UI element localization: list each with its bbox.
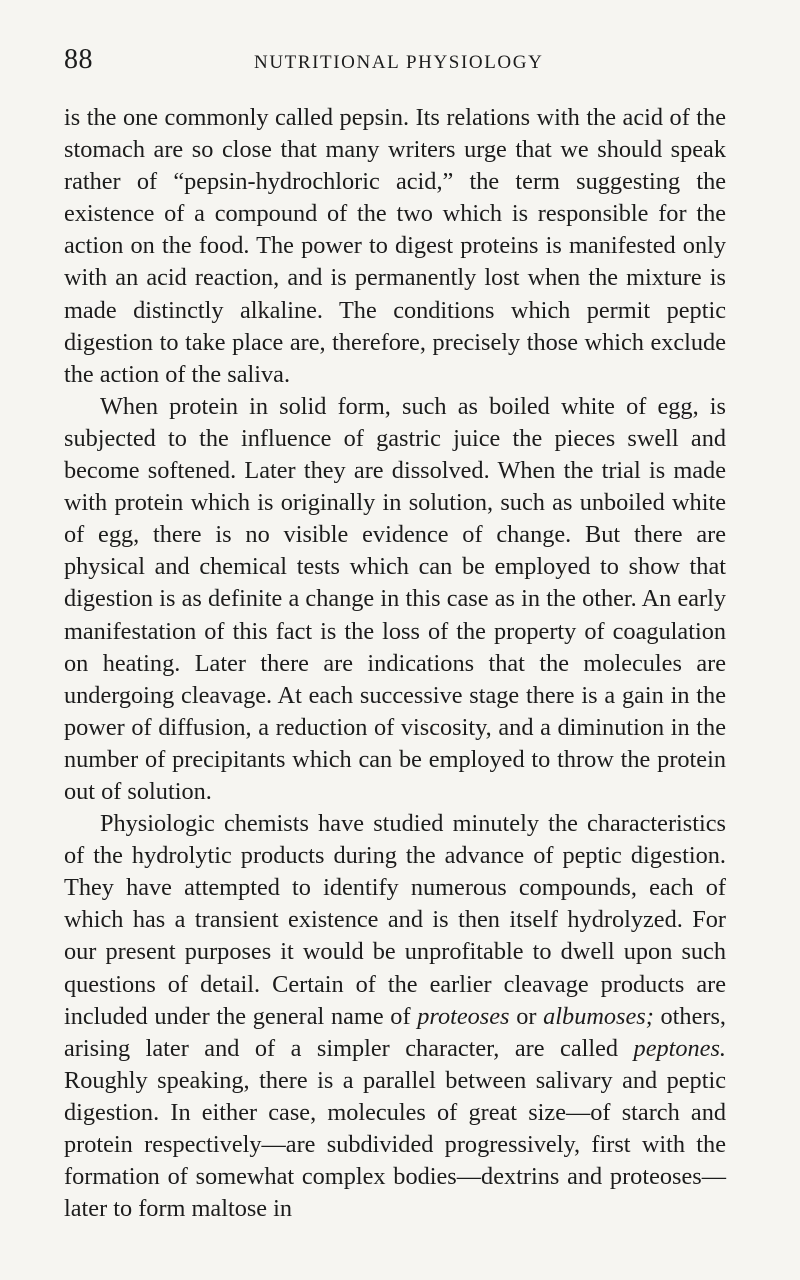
paragraph-continuation — [64, 102, 726, 391]
text-run: Roughly speaking, there is a parallel between salivary and peptic digestion. In either case, molecules of great size—of starch and protein respectively—are subdivided progressively, first with the formation of somewhat complex bodies—dextrins and proteoses—later to form maltose in — [64, 1066, 726, 1223]
text-run: When protein in solid form, such as boiled white of egg, is subjected to the influence of gastric juice the pieces swell and become softened. Later they are dissolved. When the trial is made with protein which is originally in solution, such as unboiled white of egg, there is no visible evidence of change. But there are physical and chemical tests which can be employed to show that digestion is as definite a change in this case as in the other. An early manifestation of this fact is the loss of the property of coagulation on heating. Later there are indications that the molecules are undergoing cleavage. At each successive stage there is a gain in the power of diffusion, a reduction of viscosity, and a diminution in the number of precipitants which can be employed to throw the protein out of solution. — [64, 392, 726, 805]
paragraph-protein-digestion — [64, 391, 726, 808]
text-run: Physiologic chemists have studied minutely the characteristics of the hydrolytic products during the advance of peptic digestion. They have attempted to identify numerous compounds, each of which has a transient existence and is then itself hydrolyzed. For our present purposes it would be unprofitable to dwell upon such questions of detail. Certain of the earlier cleavage products are included under the general name of — [64, 810, 726, 1030]
term-albumoses: albumoses; — [543, 1002, 654, 1030]
running-head: NUTRITIONAL PHYSIOLOGY — [254, 52, 544, 73]
page-number: 88 — [64, 44, 93, 75]
term-proteoses: proteoses — [417, 1002, 510, 1030]
page-header — [64, 44, 724, 84]
term-peptones: peptones. — [633, 1034, 726, 1062]
text-run: is the one commonly called pepsin. Its relations with the acid of the stomach are so close that many writers urge that we should speak rather of “pepsin-hydrochloric acid,” the term suggesting the existence of a compound of the two which is responsible for the action on the food. The power to digest proteins is manifested only with an acid reaction, and is permanently lost when the mixture is made distinctly alkaline. The conditions which permit peptic digestion to take place are, therefore, precisely those which exclude the action of the saliva. — [64, 104, 726, 388]
text-run: or — [509, 1002, 544, 1030]
body-text — [64, 102, 726, 1225]
paragraph-hydrolytic-products — [64, 808, 726, 1225]
text-run: others, arising later and of a simpler character, are called — [64, 1002, 726, 1062]
